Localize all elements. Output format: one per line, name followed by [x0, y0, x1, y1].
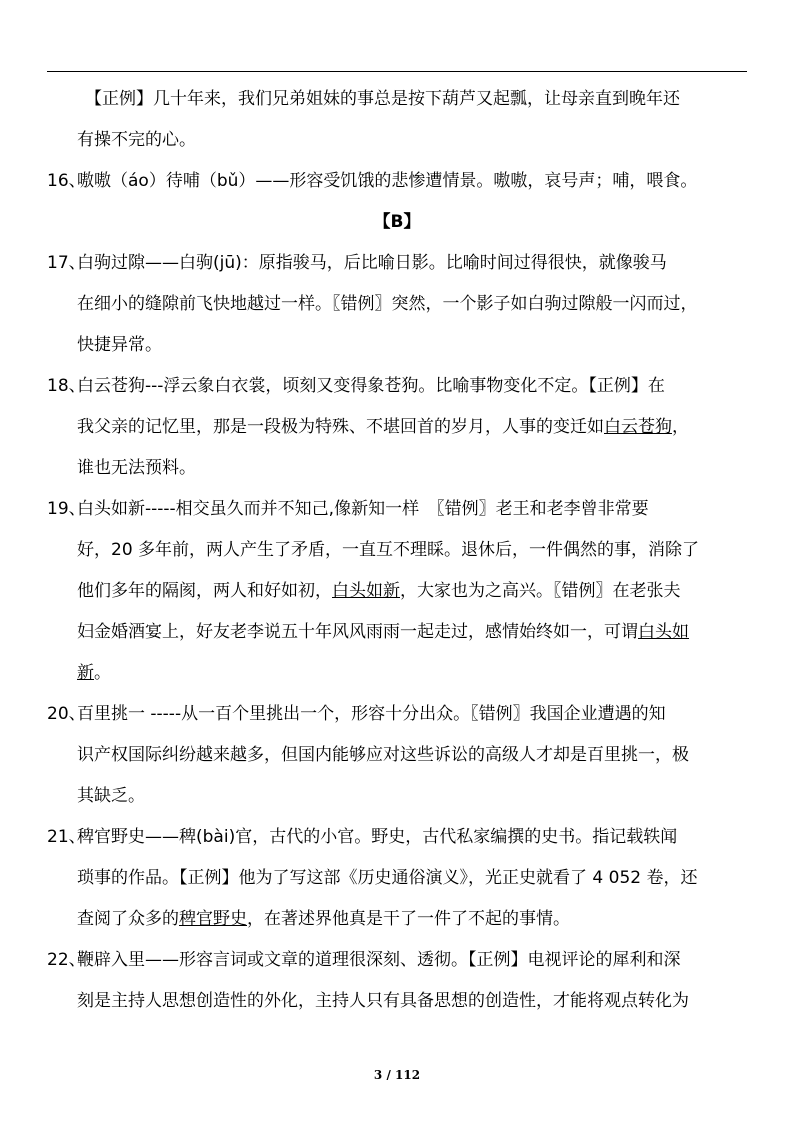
- entry-number: 16、: [47, 171, 86, 191]
- entry-number: 19、: [47, 499, 86, 519]
- entry-number: 18、: [47, 376, 86, 396]
- text-segment: 嗷嗷（áo）待哺（bǔ）——形容受饥饿的悲惨遭情景。嗷嗷，哀号声；哺，喂食。: [77, 171, 698, 191]
- idiom-entry: [47, 694, 747, 817]
- text-segment: ，大家也为之高兴。〖错例〗在老张夫: [400, 581, 681, 601]
- text-segment: 在细小的缝隙前飞快地越过一样。〖错例〗突然，一个影子如白驹过隙般一闪而过，: [77, 294, 698, 314]
- text-segment: 有操不完的心。: [77, 130, 196, 150]
- text-segment: 。: [94, 663, 111, 683]
- text-line: [77, 653, 747, 694]
- text-segment: 快捷异常。: [77, 335, 162, 355]
- text-segment: ，在著述界他真是干了一件了不起的事情。: [247, 909, 570, 929]
- text-segment: 琐事的作品。【正例】他为了写这部《历史通俗演义》，光正史就看了 4 052 卷，还: [77, 868, 698, 888]
- text-segment: 【正例】几十年来，我们兄弟姐妹的事总是按下葫芦又起瓢，让母亲直到晚年还: [85, 89, 680, 109]
- idiom-entry: [47, 366, 747, 489]
- idiom-entry: [47, 243, 747, 366]
- text-segment: 其缺乏。: [77, 786, 145, 806]
- text-line: [77, 284, 747, 325]
- text-line: [77, 981, 747, 1022]
- underlined-idiom: 白云苍狗: [604, 417, 672, 437]
- text-line: [77, 530, 747, 571]
- text-segment: ，: [672, 417, 689, 437]
- entry-number: 17、: [47, 253, 86, 273]
- text-line: [77, 161, 747, 202]
- idiom-entry: [47, 817, 747, 940]
- text-segment: 刻是主持人思想创造性的外化，主持人只有具备思想的创造性，才能将观点转化为: [77, 991, 689, 1011]
- idiom-entry: [47, 489, 747, 694]
- text-line: [77, 407, 747, 448]
- text-segment: 百里挑一 -----从一百个里挑出一个，形容十分出众。〖错例〗我国企业遭遇的知: [77, 704, 666, 724]
- text-segment: 妇金婚酒宴上，好友老李说五十年风风雨雨一起走过，感情始终如一，可谓: [77, 622, 638, 642]
- underlined-idiom: 稗官野史: [179, 909, 247, 929]
- text-line: [77, 612, 747, 653]
- text-line: [77, 817, 747, 858]
- idiom-entry: [47, 79, 747, 161]
- text-line: [77, 243, 747, 284]
- text-segment: 稗官野史——稗(bài)官，古代的小官。野史，古代私家编撰的史书。指记载轶闻: [77, 827, 678, 847]
- text-line: [77, 571, 747, 612]
- text-segment: 识产权国际纠纷越来越多，但国内能够应对这些诉讼的高级人才却是百里挑一，极: [77, 745, 689, 765]
- section-heading: 【B】: [373, 212, 421, 232]
- underlined-idiom: 白头如新: [332, 581, 400, 601]
- text-line: [77, 489, 747, 530]
- document-body: [47, 79, 747, 1022]
- page-number: 3 / 112: [373, 1068, 421, 1082]
- text-line: [77, 366, 747, 407]
- text-line: [77, 120, 747, 161]
- text-segment: 我父亲的记忆里，那是一段极为特殊、不堪回首的岁月，人事的变迁如: [77, 417, 604, 437]
- text-line: [77, 79, 747, 120]
- text-line: [77, 776, 747, 817]
- text-line: [77, 325, 747, 366]
- text-segment: 白云苍狗---浮云象白衣裳，顷刻又变得象苍狗。比喻事物变化不定。【正例】在: [77, 376, 665, 396]
- underlined-idiom: 新: [77, 663, 94, 683]
- text-segment: 查阅了众多的: [77, 909, 179, 929]
- entry-number: 20、: [47, 704, 86, 724]
- text-line: [77, 448, 747, 489]
- underlined-idiom: 白头如: [638, 622, 689, 642]
- text-segment: 他们多年的隔阂，两人和好如初，: [77, 581, 332, 601]
- text-line: [77, 899, 747, 940]
- idiom-entry: [47, 161, 747, 202]
- text-line: [77, 940, 747, 981]
- text-segment: 白头如新-----相交虽久而并不知己,像新知一样 〖错例〗老王和老李曾非常要: [77, 499, 649, 519]
- idiom-entry: [47, 940, 747, 1022]
- entry-number: 22、: [47, 950, 86, 970]
- text-segment: 谁也无法预料。: [77, 458, 196, 478]
- text-segment: 好，20 多年前，两人产生了矛盾，一直互不理睬。退休后，一件偶然的事，消除了: [77, 540, 700, 560]
- text-line: [77, 858, 747, 899]
- text-segment: 白驹过隙——白驹(jū)：原指骏马，后比喻日影。比喻时间过得很快，就像骏马: [77, 253, 667, 273]
- text-line: [77, 735, 747, 776]
- entry-number: 21、: [47, 827, 86, 847]
- header-rule: [47, 71, 747, 72]
- text-line: [77, 694, 747, 735]
- text-segment: 鞭辟入里——形容言词或文章的道理很深刻、透彻。【正例】电视评论的犀利和深: [77, 950, 681, 970]
